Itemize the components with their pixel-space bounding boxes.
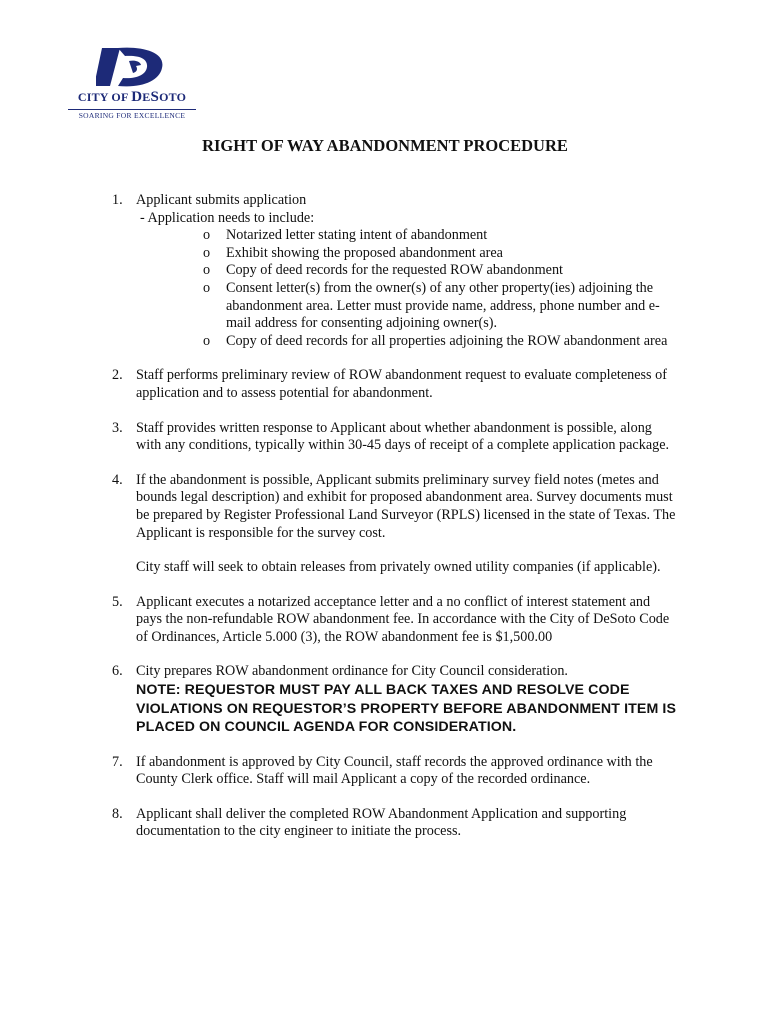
logo-city-name: CITY OF DESOTO [77,89,187,105]
procedure-item-1 [112,192,678,350]
requestor-note: NOTE: REQUESTOR MUST PAY ALL BACK TAXES AND RESOLVE CODE VIOLATIONS ON REQUESTOR’S PROPERTY BEFORE ABANDONMENT ITEM IS PLACED ON COUNCIL AGENDA FOR CONSIDERATION. [136,682,677,736]
logo-divider [68,109,196,110]
procedure-item-2 [112,367,678,402]
list-item: o Consent letter(s) from the owner(s) of any other property(ies) adjoining the abandonment area. Letter must provide name, address, phone number and e-mail address for consenting adjoining owner(s). [203,279,660,332]
list-item: o Copy of deed records for all properties adjoining the ROW abandonment area [203,332,668,349]
logo-tagline: SOARING FOR EXCELLENCE [78,111,186,120]
item-text: Staff performs preliminary review of ROW abandonment request to evaluate completeness of application and to assess potential for abandonment. [136,367,667,401]
item-number: 4. [112,471,123,488]
item-number: 7. [112,753,123,770]
item-subheading: - Application needs to include: [140,209,315,226]
item-text: Applicant executes a notarized acceptance letter and a no conflict of interest statement and pays the non-refundable ROW abandonment fee. In accordance with the City of DeSoto Code of Ordinances, Article 5.000 (3), the ROW abandonment fee is $1,500.00 [136,593,670,645]
document-title: RIGHT OF WAY ABANDONMENT PROCEDURE [202,136,568,155]
item-extra-text: City staff will seek to obtain releases from privately owned utility companies (if applicable). [136,559,661,576]
item-number: 8. [112,805,123,822]
procedure-item-3 [112,420,678,455]
procedure-item-8 [112,806,678,841]
item-number: 6. [112,663,123,680]
item-text: Staff provides written response to Applicant about whether abandonment is possible, along with any conditions, typically within 30-45 days of receipt of a complete application package. [136,419,670,454]
procedure-list [112,192,678,841]
item-number: 2. [112,367,123,384]
procedure-item-4 [112,472,678,577]
list-item: o Copy of deed records for the requested ROW abandonment [203,262,563,279]
city-logo [66,44,198,118]
list-item: o Exhibit showing the proposed abandonment area [203,244,503,261]
bullet-marker: o [203,279,211,296]
procedure-item-5 [112,594,678,647]
procedure-item-6 [112,663,678,736]
item-number: 5. [112,593,123,610]
item-text: Applicant submits application [136,192,307,208]
item-text: If the abandonment is possible, Applicant submits preliminary survey field notes (metes and bounds legal description) and exhibit for proposed abandonment area. Survey documents must be prepared by Register Professional Land Surveyor (RPLS) licensed in the state of Texas. The Applicant is responsible for the survey cost. [136,471,676,541]
list-item: o Notarized letter stating intent of abandonment [203,227,488,244]
item-number: 1. [112,192,123,208]
procedure-item-7 [112,754,678,789]
item-number: 3. [112,419,123,436]
bullet-marker: o [203,244,211,261]
bullet-marker: o [203,332,211,349]
bullet-marker: o [203,262,211,279]
item-text: Applicant shall deliver the completed ROW Abandonment Application and supporting documentation to the city engineer to initiate the process. [136,805,627,840]
item-text: City prepares ROW abandonment ordinance for City Council consideration. [136,663,568,680]
desoto-emblem-icon [96,44,168,88]
item-text: If abandonment is approved by City Council, staff records the approved ordinance with the County Clerk office. Staff will mail Applicant a copy of the recorded ordinance. [136,753,653,788]
requirement-list [136,227,678,350]
bullet-marker: o [203,227,211,244]
